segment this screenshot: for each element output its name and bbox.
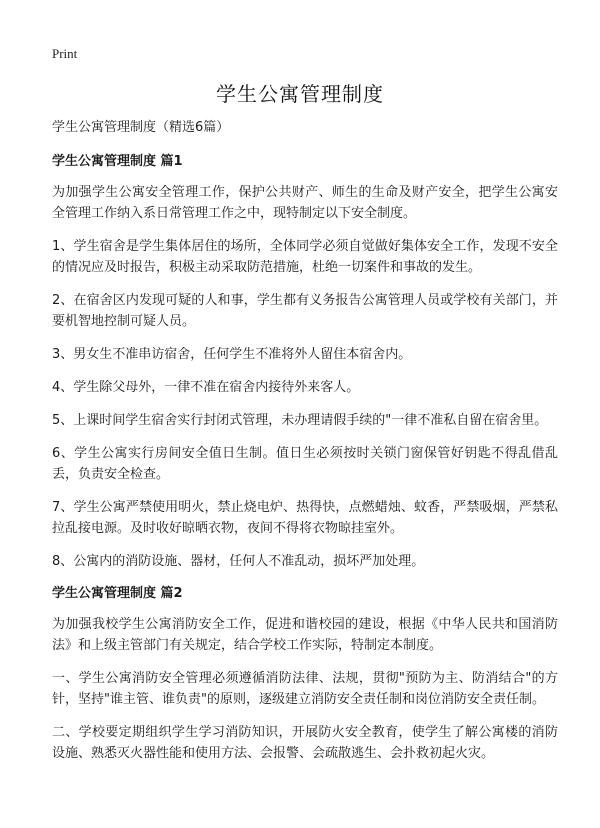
paragraph: 4、学生除父母外，一律不准在宿舍内接待外来客人。 <box>52 380 360 395</box>
paragraph: 6、学生公寓实行房间安全值日生制。值日生必须按时关锁门窗保管好钥匙不得乱借乱丢，负责安全检查。 <box>52 446 558 482</box>
paragraph: 8、公寓内的消防设施、器材，任何人不准乱动，损坏严加处理。 <box>52 554 425 569</box>
paragraph: 一、学生公寓消防安全管理必须遵循消防法律、法规，贯彻"预防为主、防消结合"的方针，坚持"谁主管、谁负责"的原则，逐级建立消防安全责任制和岗位消防安全责任制。 <box>52 671 558 707</box>
document-body <box>52 118 558 776</box>
section-heading: 学生公寓管理制度 篇1 <box>52 154 183 169</box>
paragraph: 3、男女生不准串访宿舍，任何学生不准将外人留住本宿舍内。 <box>52 347 412 362</box>
paragraph: 7、学生公寓严禁使用明火，禁止烧电炉、热得快，点燃蜡烛、蚊香，严禁吸烟，严禁私拉乱接电源。及时收好晾晒衣物，夜间不得将衣物晾挂室外。 <box>52 500 558 536</box>
page-title: 学生公寓管理制度 <box>216 82 384 106</box>
section-heading: 学生公寓管理制度 篇2 <box>52 586 183 601</box>
section-1 <box>52 152 558 572</box>
paragraph: 为加强我校学生公寓消防安全工作，促进和谐校园的建设，根据《中华人民共和国消防法》和上级主管部门有关规定，结合学校工作实际，特制定本制度。 <box>52 617 558 653</box>
paragraph: 二、学校要定期组织学生学习消防知识，开展防火安全教育，使学生了解公寓楼的消防设施、熟悉灭火器性能和使用方法、会报警、会疏散逃生、会扑救初起火灾。 <box>52 725 558 761</box>
paragraph: 2、在宿舍区内发现可疑的人和事，学生都有义务报告公寓管理人员或学校有关部门，并要机智地控制可疑人员。 <box>52 293 558 329</box>
paragraph: 1、学生宿舍是学生集体居住的场所，全体同学必须自觉做好集体安全工作，发现不安全的情况应及时报告，积极主动采取防范措施，杜绝一切案件和事故的发生。 <box>52 239 558 275</box>
document-subtitle: 学生公寓管理制度（精选6篇） <box>52 120 230 135</box>
print-label: Print <box>52 46 78 61</box>
section-2 <box>52 584 558 764</box>
paragraph: 5、上课时间学生宿舍实行封闭式管理，未办理请假手续的"一律不准私自留在宿舍里。 <box>52 413 548 428</box>
paragraph: 为加强学生公寓安全管理工作，保护公共财产、师生的生命及财产安全，把学生公寓安全管理工作纳入系日常管理工作之中，现特制定以下安全制度。 <box>52 185 558 221</box>
